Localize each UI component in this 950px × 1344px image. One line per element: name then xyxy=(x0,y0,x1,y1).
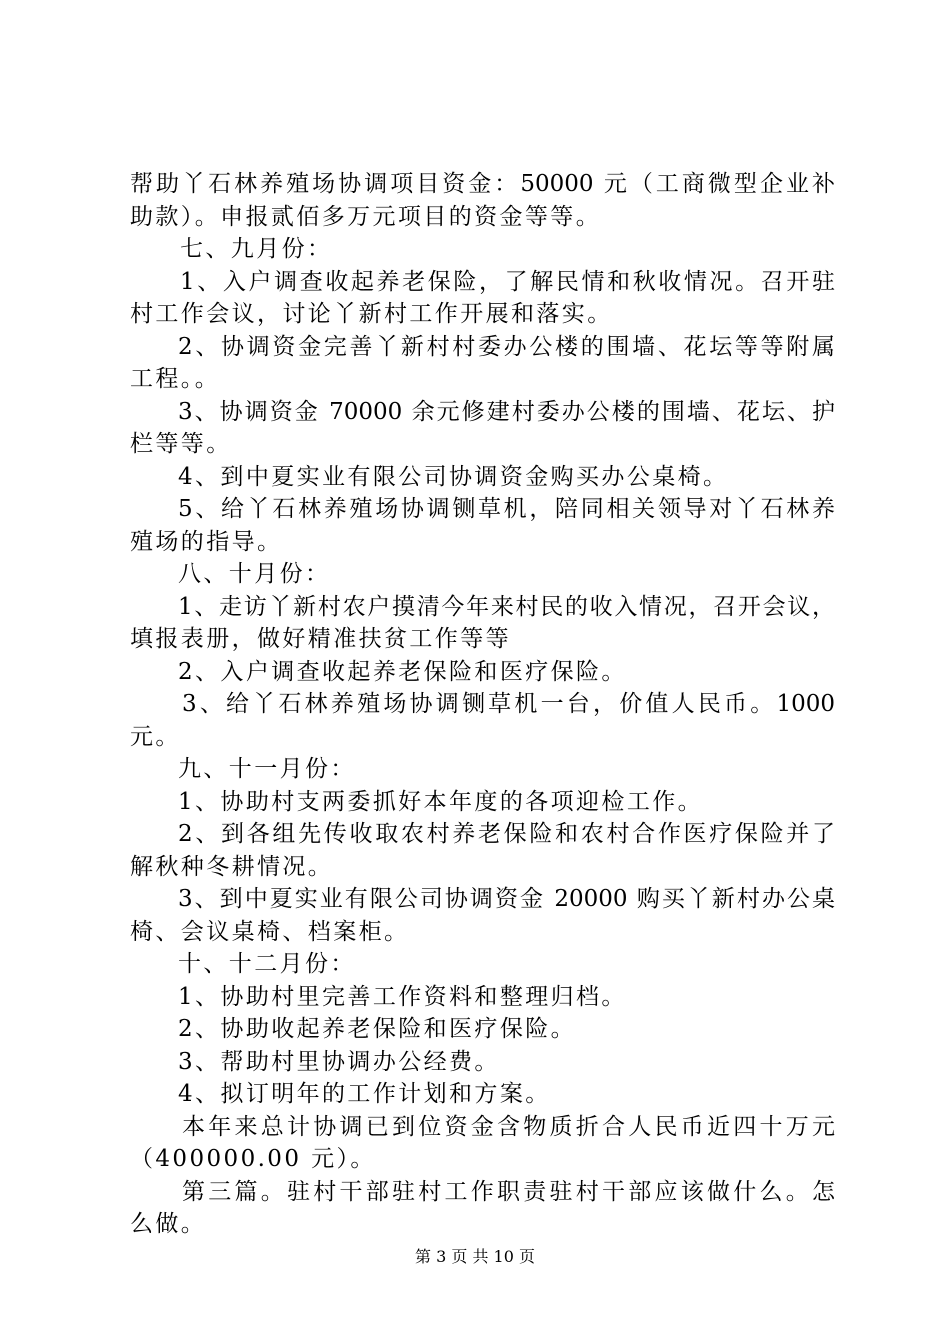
text-line: 填报表册，做好精准扶贫工作等等 xyxy=(130,626,511,652)
text-line: 栏等等。 xyxy=(130,431,232,457)
text-line: 2、协调资金完善丫新村村委办公楼的围墙、花坛等等附属 xyxy=(178,333,835,360)
text-line: 七、九月份： xyxy=(180,236,333,262)
text-line: 2、到各组先传收取农村养老保险和农村合作医疗保险并了 xyxy=(178,821,835,847)
document-body xyxy=(130,168,835,1241)
text-line: 4、拟订明年的工作计划和方案。 xyxy=(178,1081,551,1107)
text-line: 3、到中夏实业有限公司协调资金 20000 购买丫新村办公桌 xyxy=(178,886,835,912)
text-line: 3、帮助村里协调办公经费。 xyxy=(178,1048,500,1075)
page-footer: 第 3 页 共 10 页 xyxy=(415,1247,535,1266)
text-line: 5、给丫石林养殖场协调铡草机，陪同相关领导对丫石林养 xyxy=(178,496,835,522)
text-line: 4、到中夏实业有限公司协调资金购买办公桌椅。 xyxy=(178,463,729,490)
text-line: 工程。。 xyxy=(130,366,221,392)
text-line: 八、十月份： xyxy=(178,561,331,587)
text-line: 2、入户调查收起养老保险和医疗保险。 xyxy=(178,658,627,685)
text-line: 助款）。申报贰佰多万元项目的资金等等。 xyxy=(130,203,602,230)
text-line: 十、十二月份： xyxy=(178,951,356,977)
text-line: 1、协助村支两委抓好本年度的各项迎检工作。 xyxy=(178,788,704,815)
text-line: 2、协助收起养老保险和医疗保险。 xyxy=(178,1016,577,1042)
text-line: 1、入户调查收起养老保险，了解民情和秋收情况。召开驻 xyxy=(180,268,835,295)
text-line: 帮助丫石林养殖场协调项目资金：50000 元（工商微型企业补 xyxy=(130,171,835,197)
text-line: 3、给丫石林养殖场协调铡草机一台，价值人民币。1000 xyxy=(182,691,835,717)
text-line: 1、走访丫新村农户摸清今年来村民的收入情况，召开会议， xyxy=(178,593,835,620)
text-line: （400000.00 元）。 xyxy=(130,1146,376,1172)
text-line: 本年来总计协调已到位资金含物质折合人民币近四十万元 xyxy=(182,1113,835,1140)
text-line: 椅、会议桌椅、档案柜。 xyxy=(130,918,410,945)
text-line: 殖场的指导。 xyxy=(130,528,283,555)
text-line: 3、协调资金 70000 余元修建村委办公楼的围墙、花坛、护 xyxy=(178,398,835,425)
text-line: 村工作会议，讨论丫新村工作开展和落实。 xyxy=(130,301,613,327)
text-line: 么做。 xyxy=(130,1211,207,1237)
text-line: 1、协助村里完善工作资料和整理归档。 xyxy=(178,983,627,1010)
text-line: 解秋种冬耕情况。 xyxy=(130,853,334,880)
text-line: 第三篇。驻村干部驻村工作职责驻村干部应该做什么。怎 xyxy=(182,1178,835,1205)
text-line: 元。 xyxy=(130,723,181,750)
text-line: 九、十一月份： xyxy=(178,756,356,782)
